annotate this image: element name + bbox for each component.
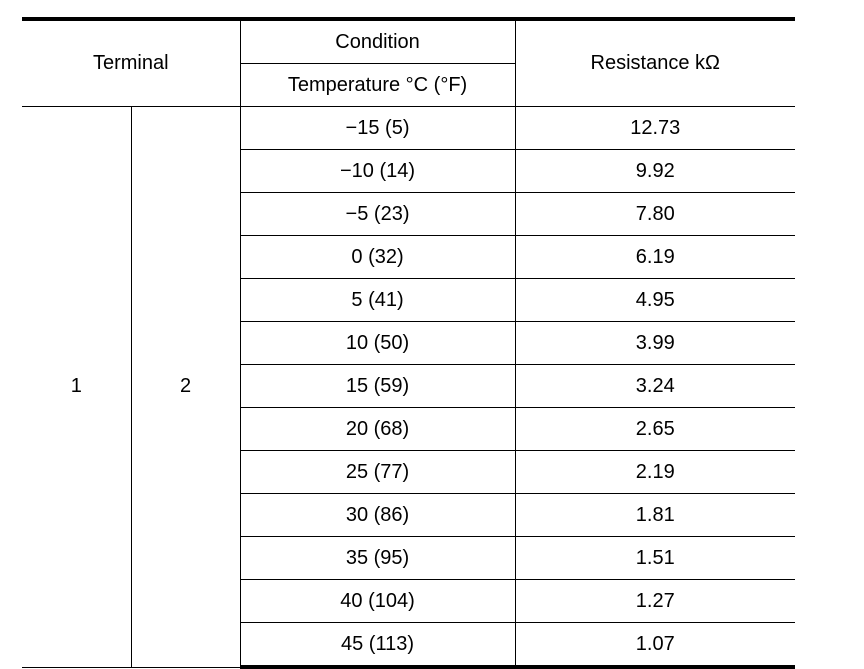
table-body bbox=[22, 107, 795, 668]
temperature-cell: −5 (23) bbox=[240, 193, 515, 236]
temperature-cell: −15 (5) bbox=[240, 107, 515, 150]
temperature-cell: 45 (113) bbox=[240, 623, 515, 668]
temperature-cell: −10 (14) bbox=[240, 150, 515, 193]
resistance-cell: 2.65 bbox=[515, 408, 795, 451]
resistance-cell: 7.80 bbox=[515, 193, 795, 236]
condition-header: Condition bbox=[240, 19, 515, 64]
terminal-plus-cell: 1 bbox=[22, 107, 131, 668]
resistance-cell: 9.92 bbox=[515, 150, 795, 193]
temperature-header: Temperature °C (°F) bbox=[240, 64, 515, 107]
table-row bbox=[22, 107, 795, 150]
temperature-cell: 25 (77) bbox=[240, 451, 515, 494]
temperature-cell: 0 (32) bbox=[240, 236, 515, 279]
terminal-minus-cell: 2 bbox=[131, 107, 240, 668]
temperature-cell: 20 (68) bbox=[240, 408, 515, 451]
resistance-cell: 3.24 bbox=[515, 365, 795, 408]
resistance-cell: 1.51 bbox=[515, 537, 795, 580]
resistance-cell: 1.27 bbox=[515, 580, 795, 623]
temperature-cell: 10 (50) bbox=[240, 322, 515, 365]
resistance-header: Resistance kΩ bbox=[515, 19, 795, 107]
resistance-cell: 4.95 bbox=[515, 279, 795, 322]
temperature-cell: 30 (86) bbox=[240, 494, 515, 537]
temperature-cell: 40 (104) bbox=[240, 580, 515, 623]
resistance-cell: 1.07 bbox=[515, 623, 795, 668]
temperature-cell: 35 (95) bbox=[240, 537, 515, 580]
resistance-cell: 2.19 bbox=[515, 451, 795, 494]
terminal-header: Terminal bbox=[22, 19, 240, 107]
resistance-cell: 3.99 bbox=[515, 322, 795, 365]
resistance-cell: 12.73 bbox=[515, 107, 795, 150]
resistance-cell: 6.19 bbox=[515, 236, 795, 279]
resistance-cell: 1.81 bbox=[515, 494, 795, 537]
temperature-cell: 15 (59) bbox=[240, 365, 515, 408]
temperature-cell: 5 (41) bbox=[240, 279, 515, 322]
resistance-table bbox=[22, 17, 795, 669]
